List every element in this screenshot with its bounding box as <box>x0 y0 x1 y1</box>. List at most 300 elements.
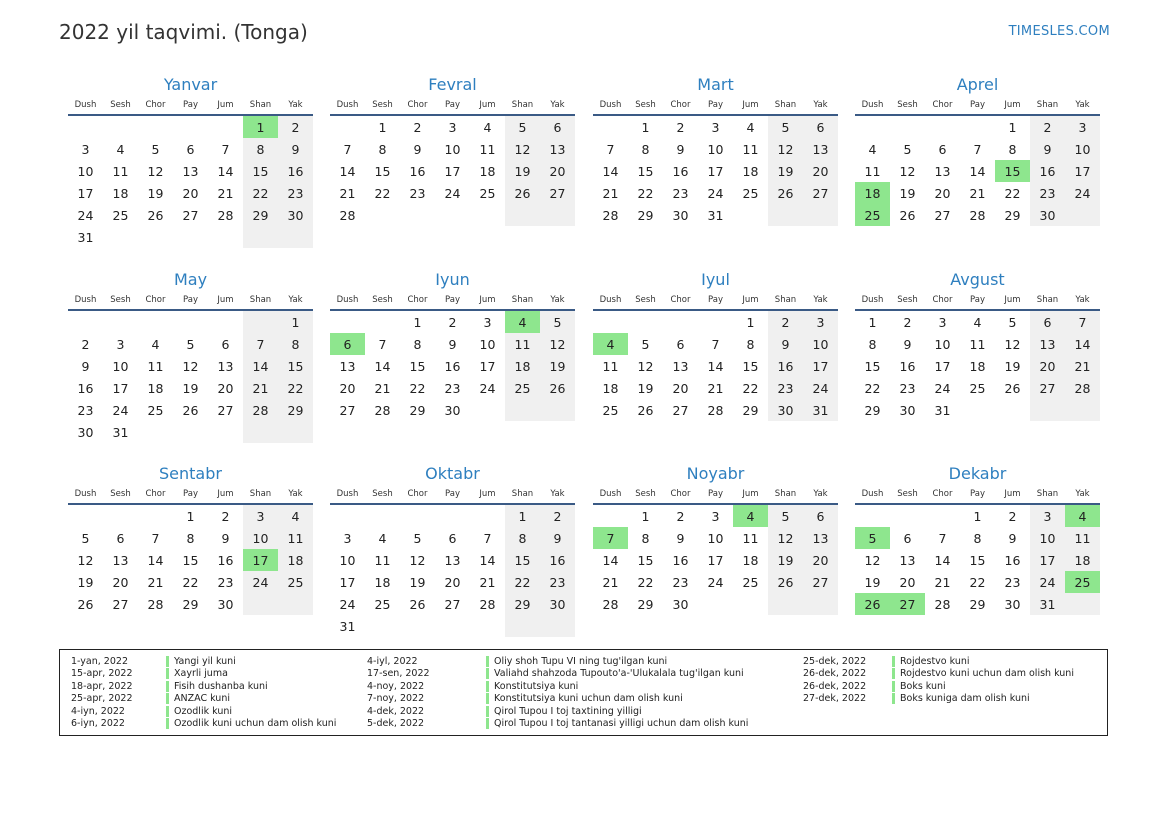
day-cell: 15 <box>409 358 426 374</box>
day-cell: 16 <box>1030 160 1065 182</box>
weekday-label: Dush <box>336 295 359 305</box>
day-cell: 25 <box>278 571 313 593</box>
day-cell: 14 <box>969 163 986 179</box>
day-cell: 8 <box>278 333 313 355</box>
weekday-header <box>68 291 313 311</box>
empty-cell <box>435 204 470 226</box>
day-cell: 23 <box>540 571 575 593</box>
day-cell: 2 <box>903 314 912 330</box>
day-cell: 6 <box>186 141 195 157</box>
day-cell: 17 <box>77 185 94 201</box>
holiday-row <box>803 680 1074 693</box>
day-cell: 9 <box>540 527 575 549</box>
day-cell: 14 <box>1065 333 1100 355</box>
day-cell: 14 <box>374 358 391 374</box>
weekday-label: Jum <box>479 100 496 110</box>
day-cell: 11 <box>864 163 881 179</box>
day-cell: 28 <box>217 207 234 223</box>
day-cell: 15 <box>864 358 881 374</box>
empty-cell <box>138 226 173 248</box>
day-cell: 16 <box>540 549 575 571</box>
holiday-name: Xayrli juma <box>166 668 228 679</box>
day-cell: 19 <box>147 185 164 201</box>
day-cell: 27 <box>672 402 689 418</box>
day-cell: 21 <box>1065 355 1100 377</box>
month-dekabr <box>855 463 1100 615</box>
empty-cell <box>593 116 628 138</box>
day-cell: 14 <box>479 552 496 568</box>
weekday-label: Chor <box>145 295 166 305</box>
weekday-label: Jum <box>217 100 234 110</box>
day-cell: 17 <box>112 380 129 396</box>
day-cell: 1 <box>973 508 982 524</box>
empty-cell <box>1030 399 1065 421</box>
holiday-date: 17-sen, 2022 <box>367 668 430 680</box>
day-cell: 21 <box>374 380 391 396</box>
day-cell: 6 <box>221 336 230 352</box>
day-cell: 10 <box>112 358 129 374</box>
day-cell: 19 <box>899 185 916 201</box>
weekday-label: Chor <box>670 489 691 499</box>
day-cell: 31 <box>77 229 94 245</box>
day-cell: 30 <box>540 593 575 615</box>
weekday-header <box>330 96 575 116</box>
month-name: May <box>173 270 208 289</box>
weekday-header <box>593 485 838 505</box>
empty-cell <box>1065 399 1100 421</box>
day-cell: 26 <box>637 402 654 418</box>
day-cell: 16 <box>217 552 234 568</box>
day-cell: 15 <box>637 163 654 179</box>
day-cell: 25 <box>505 377 540 399</box>
day-cell: 8 <box>505 527 540 549</box>
weekday-label: Shan <box>774 489 797 499</box>
day-cell: 23 <box>672 574 689 590</box>
empty-cell <box>243 593 278 615</box>
month-sentabr <box>68 463 313 615</box>
weekday-label: Yak <box>813 489 828 499</box>
day-cell: 8 <box>1008 141 1017 157</box>
day-cell: 18 <box>147 380 164 396</box>
day-cell: 8 <box>973 530 982 546</box>
empty-cell <box>995 399 1030 421</box>
day-cell: 17 <box>1065 160 1100 182</box>
day-cell: 15 <box>374 163 391 179</box>
holiday-name: Fisih dushanba kuni <box>166 681 268 692</box>
holiday-name: Ozodlik kuni <box>166 706 232 717</box>
empty-cell <box>505 615 540 637</box>
weekday-label: Shan <box>1036 100 1059 110</box>
day-cell: 12 <box>899 163 916 179</box>
day-cell: 26 <box>182 402 199 418</box>
month-avgust <box>855 269 1100 421</box>
empty-cell <box>278 421 313 443</box>
empty-cell <box>103 505 138 527</box>
empty-cell <box>628 311 663 333</box>
day-grid <box>330 116 575 226</box>
holiday-date: 6-iyn, 2022 <box>71 718 125 730</box>
weekday-label: Yak <box>1075 489 1090 499</box>
weekday-label: Pay <box>183 100 198 110</box>
day-grid <box>593 116 838 226</box>
empty-cell <box>68 505 103 527</box>
holiday-name: Qirol Tupou I toj tantanasi yilligi uchun dam olish kuni <box>486 718 748 729</box>
day-cell: 21 <box>339 185 356 201</box>
holiday-row <box>803 693 1074 706</box>
day-cell: 11 <box>742 141 759 157</box>
holiday-name: Boks kuni <box>892 681 946 692</box>
day-cell: 8 <box>641 530 650 546</box>
day-cell: 7 <box>343 141 352 157</box>
day-cell: 22 <box>182 574 199 590</box>
day-cell: 16 <box>409 163 426 179</box>
day-cell: 22 <box>278 377 313 399</box>
day-cell: 24 <box>707 574 724 590</box>
weekday-label: Sesh <box>110 489 131 499</box>
day-cell: 3 <box>483 314 492 330</box>
holiday-row <box>71 693 336 706</box>
site-link[interactable]: TIMESLES.COM <box>1008 24 1110 39</box>
day-cell: 19 <box>768 549 803 571</box>
day-cell: 18 <box>742 552 759 568</box>
day-cell: 21 <box>934 574 951 590</box>
day-cell: 6 <box>938 141 947 157</box>
holiday-date: 25-dek, 2022 <box>803 655 867 667</box>
empty-cell <box>663 311 698 333</box>
day-cell: 27 <box>803 571 838 593</box>
weekday-label: Dush <box>599 100 622 110</box>
day-cell: 9 <box>221 530 230 546</box>
empty-cell <box>855 505 890 527</box>
day-cell: 3 <box>803 311 838 333</box>
weekday-label: Shan <box>511 295 534 305</box>
day-cell: 14 <box>339 163 356 179</box>
holiday-row <box>367 680 748 693</box>
holiday-row <box>367 668 748 681</box>
day-cell: 18 <box>479 163 496 179</box>
day-grid <box>855 311 1100 421</box>
day-cell: 14 <box>243 355 278 377</box>
month-yanvar <box>68 74 313 248</box>
day-cell: 30 <box>899 402 916 418</box>
day-cell: 30 <box>768 399 803 421</box>
day-cell: 17 <box>707 552 724 568</box>
day-cell: 23 <box>278 182 313 204</box>
weekday-header <box>855 96 1100 116</box>
weekday-label: Yak <box>813 295 828 305</box>
day-cell: 1 <box>278 311 313 333</box>
weekday-label: Jum <box>742 489 759 499</box>
day-cell: 1 <box>186 508 195 524</box>
weekday-label: Chor <box>407 100 428 110</box>
empty-cell <box>208 116 243 138</box>
weekday-label: Chor <box>407 489 428 499</box>
empty-cell <box>68 311 103 333</box>
empty-cell <box>330 505 365 527</box>
day-cell: 19 <box>409 574 426 590</box>
day-cell: 25 <box>969 380 986 396</box>
day-cell: 9 <box>1030 138 1065 160</box>
day-cell: 1 <box>1008 119 1017 135</box>
day-cell: 27 <box>112 596 129 612</box>
day-cell: 2 <box>1030 116 1065 138</box>
empty-cell <box>208 421 243 443</box>
day-cell: 27 <box>803 182 838 204</box>
day-cell: 27 <box>444 596 461 612</box>
day-cell: 22 <box>409 380 426 396</box>
holiday-day-cell: 6 <box>330 333 365 355</box>
empty-cell <box>243 311 278 333</box>
day-cell: 4 <box>973 314 982 330</box>
day-cell: 2 <box>1008 508 1017 524</box>
day-cell: 4 <box>116 141 125 157</box>
empty-cell <box>138 311 173 333</box>
weekday-label: Chor <box>145 489 166 499</box>
day-cell: 3 <box>343 530 352 546</box>
month-fevral <box>330 74 575 226</box>
day-cell: 9 <box>903 336 912 352</box>
holiday-date: 4-iyl, 2022 <box>367 655 418 667</box>
day-cell: 26 <box>899 207 916 223</box>
day-cell: 22 <box>1004 185 1021 201</box>
day-grid <box>68 116 313 248</box>
holiday-name: Valiahd shahzoda Tupouto'a-'Ulukalala tug'ilgan kuni <box>486 668 744 679</box>
day-cell: 24 <box>1065 182 1100 204</box>
day-cell: 18 <box>1065 549 1100 571</box>
weekday-label: Chor <box>670 100 691 110</box>
weekday-label: Sesh <box>110 100 131 110</box>
day-cell: 20 <box>803 549 838 571</box>
holiday-column <box>803 655 1074 705</box>
month-name: Iyun <box>435 270 470 289</box>
day-cell: 1 <box>641 508 650 524</box>
weekday-label: Yak <box>288 100 303 110</box>
day-cell: 24 <box>339 596 356 612</box>
weekday-label: Pay <box>445 489 460 499</box>
weekday-label: Shan <box>249 100 272 110</box>
day-cell: 19 <box>637 380 654 396</box>
day-cell: 25 <box>374 596 391 612</box>
day-cell: 4 <box>868 141 877 157</box>
day-cell: 1 <box>868 314 877 330</box>
day-cell: 21 <box>147 574 164 590</box>
day-cell: 15 <box>637 552 654 568</box>
day-cell: 23 <box>1004 574 1021 590</box>
empty-cell <box>470 615 505 637</box>
day-grid <box>855 505 1100 615</box>
day-cell: 24 <box>112 402 129 418</box>
day-cell: 23 <box>409 185 426 201</box>
day-cell: 2 <box>768 311 803 333</box>
day-cell: 20 <box>934 185 951 201</box>
day-cell: 20 <box>672 380 689 396</box>
holiday-day-cell: 27 <box>890 593 925 615</box>
empty-cell <box>698 593 733 615</box>
day-cell: 5 <box>903 141 912 157</box>
day-cell: 19 <box>505 160 540 182</box>
weekday-label: Yak <box>288 489 303 499</box>
day-cell: 6 <box>803 116 838 138</box>
day-cell: 4 <box>278 505 313 527</box>
weekday-label: Pay <box>708 100 723 110</box>
day-cell: 14 <box>602 163 619 179</box>
day-cell: 23 <box>768 377 803 399</box>
day-cell: 17 <box>1030 549 1065 571</box>
day-cell: 20 <box>182 185 199 201</box>
empty-cell <box>470 204 505 226</box>
day-cell: 6 <box>448 530 457 546</box>
holiday-day-cell: 4 <box>1065 505 1100 527</box>
holiday-row <box>803 655 1074 668</box>
weekday-label: Sesh <box>635 489 656 499</box>
day-cell: 16 <box>278 160 313 182</box>
day-cell: 5 <box>81 530 90 546</box>
day-cell: 11 <box>278 527 313 549</box>
day-grid <box>855 116 1100 226</box>
day-cell: 7 <box>711 336 720 352</box>
empty-cell <box>925 505 960 527</box>
holiday-day-cell: 7 <box>593 527 628 549</box>
day-cell: 31 <box>339 618 356 634</box>
weekday-label: Shan <box>774 295 797 305</box>
day-grid <box>593 311 838 421</box>
day-cell: 6 <box>803 505 838 527</box>
day-cell: 18 <box>742 163 759 179</box>
holiday-name: Rojdestvo kuni uchun dam olish kuni <box>892 668 1074 679</box>
day-cell: 3 <box>448 119 457 135</box>
weekday-label: Yak <box>550 100 565 110</box>
weekday-label: Chor <box>407 295 428 305</box>
day-cell: 26 <box>409 596 426 612</box>
day-cell: 5 <box>768 116 803 138</box>
day-cell: 8 <box>413 336 422 352</box>
day-cell: 20 <box>803 160 838 182</box>
day-cell: 30 <box>672 596 689 612</box>
day-cell: 19 <box>864 574 881 590</box>
empty-cell <box>540 399 575 421</box>
weekday-label: Shan <box>511 489 534 499</box>
day-cell: 18 <box>374 574 391 590</box>
month-name: Avgust <box>950 270 1005 289</box>
day-cell: 30 <box>278 204 313 226</box>
day-cell: 5 <box>413 530 422 546</box>
weekday-label: Chor <box>932 100 953 110</box>
day-cell: 30 <box>1004 596 1021 612</box>
holiday-day-cell: 15 <box>995 160 1030 182</box>
empty-cell <box>733 204 768 226</box>
weekday-label: Dush <box>861 100 884 110</box>
day-cell: 8 <box>746 336 755 352</box>
empty-cell <box>925 116 960 138</box>
weekday-label: Shan <box>1036 489 1059 499</box>
day-cell: 7 <box>483 530 492 546</box>
day-cell: 3 <box>1030 505 1065 527</box>
day-cell: 12 <box>409 552 426 568</box>
holiday-row <box>367 718 748 731</box>
day-cell: 23 <box>899 380 916 396</box>
weekday-header <box>68 96 313 116</box>
day-cell: 2 <box>676 508 685 524</box>
day-cell: 26 <box>540 377 575 399</box>
day-cell: 9 <box>278 138 313 160</box>
day-cell: 21 <box>602 574 619 590</box>
day-cell: 4 <box>483 119 492 135</box>
day-cell: 21 <box>479 574 496 590</box>
weekday-label: Sesh <box>372 100 393 110</box>
day-cell: 19 <box>77 574 94 590</box>
day-cell: 8 <box>868 336 877 352</box>
day-cell: 10 <box>339 552 356 568</box>
empty-cell <box>365 615 400 637</box>
empty-cell <box>890 116 925 138</box>
holiday-column <box>71 655 336 730</box>
day-cell: 8 <box>243 138 278 160</box>
day-cell: 6 <box>676 336 685 352</box>
empty-cell <box>733 593 768 615</box>
holiday-name: Qirol Tupou I toj taxtining yilligi <box>486 706 642 717</box>
day-cell: 2 <box>448 314 457 330</box>
day-cell: 16 <box>1004 552 1021 568</box>
weekday-label: Yak <box>813 100 828 110</box>
holiday-date: 4-dek, 2022 <box>367 705 425 717</box>
day-cell: 13 <box>803 138 838 160</box>
empty-cell <box>173 421 208 443</box>
day-cell: 22 <box>637 185 654 201</box>
weekday-label: Pay <box>708 295 723 305</box>
day-cell: 30 <box>444 402 461 418</box>
day-cell: 15 <box>182 552 199 568</box>
weekday-label: Sesh <box>372 295 393 305</box>
day-cell: 27 <box>934 207 951 223</box>
day-cell: 22 <box>969 574 986 590</box>
weekday-label: Sesh <box>897 295 918 305</box>
day-cell: 24 <box>77 207 94 223</box>
day-cell: 4 <box>151 336 160 352</box>
day-cell: 10 <box>1030 527 1065 549</box>
day-cell: 1 <box>746 314 755 330</box>
day-cell: 24 <box>707 185 724 201</box>
day-cell: 27 <box>217 402 234 418</box>
day-cell: 3 <box>711 119 720 135</box>
day-cell: 31 <box>803 399 838 421</box>
day-cell: 26 <box>505 182 540 204</box>
weekday-label: Pay <box>708 489 723 499</box>
weekday-label: Dush <box>599 489 622 499</box>
empty-cell <box>470 399 505 421</box>
empty-cell <box>593 505 628 527</box>
day-cell: 25 <box>742 185 759 201</box>
weekday-label: Jum <box>217 489 234 499</box>
day-cell: 11 <box>1065 527 1100 549</box>
empty-cell <box>243 421 278 443</box>
day-cell: 13 <box>217 358 234 374</box>
weekday-label: Yak <box>288 295 303 305</box>
holiday-date: 15-apr, 2022 <box>71 668 133 680</box>
day-cell: 16 <box>768 355 803 377</box>
day-cell: 7 <box>1065 311 1100 333</box>
holiday-day-cell: 5 <box>855 527 890 549</box>
empty-cell <box>138 505 173 527</box>
day-cell: 1 <box>641 119 650 135</box>
month-iyul <box>593 269 838 421</box>
day-cell: 11 <box>374 552 391 568</box>
day-cell: 28 <box>602 596 619 612</box>
day-cell: 15 <box>505 549 540 571</box>
empty-cell <box>960 116 995 138</box>
holiday-row <box>71 705 336 718</box>
holiday-day-cell: 4 <box>505 311 540 333</box>
holiday-day-cell: 26 <box>855 593 890 615</box>
